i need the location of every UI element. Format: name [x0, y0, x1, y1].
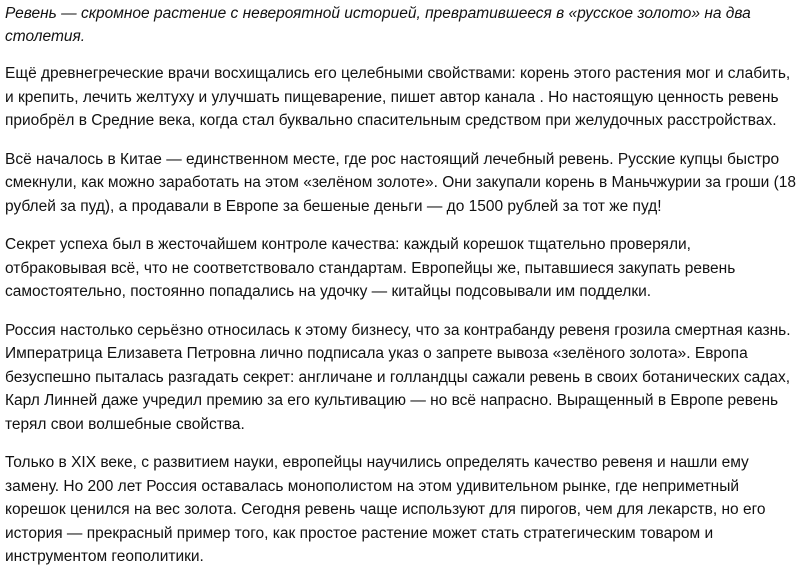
- paragraph-5: Только в XIX веке, с развитием науки, европейцы научились определять качество ревеня и нашли ему замену. Но 200 лет Россия оставалась монополистом на этом удивительном рынке, где неприметный корешок ценился на вес золота. Сегодня ревень чаще используют для пирогов, чем для лекарств, но его история — прекрасный пример того, как простое растение может стать стратегическим товаром и инструментом геополитики.: [5, 454, 766, 565]
- paragraph-1: Ещё древнегреческие врачи восхищались его целебными свойствами: корень этого растения мог и слабить, и крепить, лечить желтуху и улучшать пищеварение, пишет автор канала . Но настоящую ценность ревень приобрёл в Средние века, когда стал буквально спасительным средством при желудочных расстройствах.: [5, 65, 791, 129]
- paragraph-4: Россия настолько серьёзно относилась к этому бизнесу, что за контрабанду ревеня грозила смертная казнь. Императрица Елизавета Петровна лично подписала указ о запрете вывоза «зелёного золота». Европа безуспешно пыталась разгадать секрет: англичане и голландцы сажали ревень в своих ботанических садах, Карл Линней даже учредил премию за его культивацию — но всё напрасно. Выращенный в Европе ревень терял свои волшебные свойства.: [5, 321, 791, 433]
- paragraph-3: Секрет успеха был в жесточайшем контроле качества: каждый корешок тщательно проверяли, отбраковывая всё, что не соответствовало стандартам. Европейцы же, пытавшиеся закупать ревень самостоятельно, постоянно попадались на удочку — китайцы подсовывали им подделки.: [5, 236, 736, 300]
- paragraph-2: Всё началось в Китае — единственном месте, где рос настоящий лечебный ревень. Русские купцы быстро смекнули, как можно заработать на этом «зелёном золоте». Они закупали корень в Маньчжурии за гроши (18 рублей за пуд), а продавали в Европе за бешеные деньги — до 1500 рублей за тот же пуд!: [5, 150, 797, 215]
- article-lead: Ревень — скромное растение с невероятной историей, превратившееся в «русское золото» на два столетия.: [5, 5, 751, 45]
